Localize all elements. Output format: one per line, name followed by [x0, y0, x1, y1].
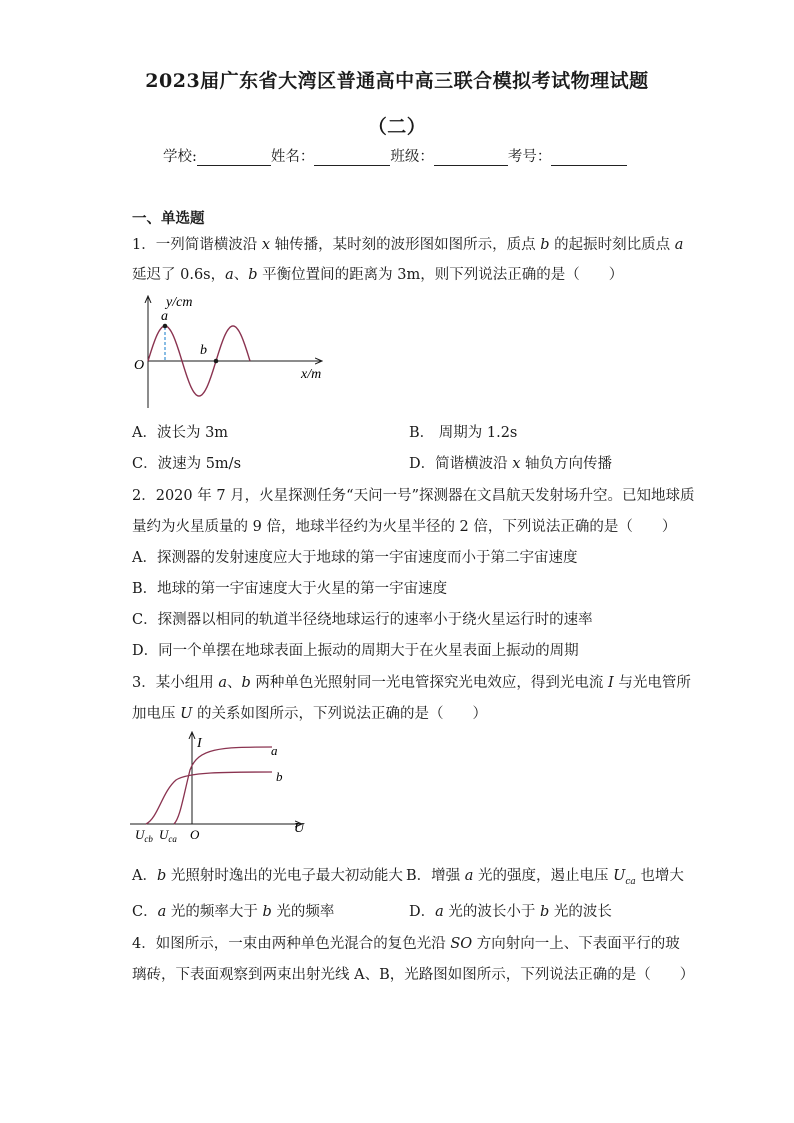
q2-option-a[interactable]: A．探测器的发射速度应大于地球的第一宇宙速度而小于第二宇宙速度 [132, 550, 578, 566]
origin-label: O [134, 358, 145, 373]
label-a: a [161, 309, 168, 324]
point-a [163, 324, 168, 329]
u-label: U [294, 821, 305, 836]
student-info-row [163, 145, 627, 166]
page-subtitle: （二） [367, 116, 427, 138]
ucb-label: $U_{cb}$ [135, 827, 153, 844]
q3-option-c[interactable]: C．a 光的频率大于 b 光的频率 [132, 904, 335, 920]
q3-option-d[interactable]: D．a 光的波长小于 b 光的波长 [409, 904, 612, 920]
q4-line1: 4．如图所示，一束由两种单色光混合的复色光沿 SO 方向射向一上、下表面平行的玻 [132, 936, 680, 952]
class-label: 班级： [390, 149, 434, 165]
curve-a [174, 747, 272, 824]
ylabel: y/cm [166, 295, 193, 310]
school-label: 学校: [163, 149, 197, 165]
q3-option-a[interactable]: A．b 光照射时逸出的光电子最大初动能大 [132, 868, 403, 884]
q2-line2: 量约为火星质量的 9 倍，地球半径约为火星半径的 2 倍，下列说法正确的是（ ） [132, 519, 677, 535]
q1-line2: 延迟了 0.6s，a、b 平衡位置间的距离为 3m，则下列说法正确的是（ ） [132, 267, 624, 283]
q3-line2: 加电压 U 的关系如图所示，下列说法正确的是（ ） [132, 706, 487, 722]
i-label: I [197, 736, 202, 751]
class-field[interactable] [434, 151, 508, 166]
curve-a-label: a [271, 743, 278, 758]
curve-b-label: b [276, 769, 283, 784]
q2-option-d[interactable]: D．同一个单摆在地球表面上振动的周期大于在火星表面上振动的周期 [132, 643, 579, 659]
q1-option-b[interactable]: B． 周期为 1.2s [409, 425, 518, 441]
label-b: b [200, 343, 207, 358]
curve-b [146, 772, 272, 824]
point-b [214, 359, 219, 364]
q3-option-b[interactable]: B．增强 a 光的强度，遏止电压 $U_{ca}$ 也增大 [406, 868, 684, 887]
q2-option-c[interactable]: C．探测器以相同的轨道半径绕地球运行的速率小于绕火星运行时的速率 [132, 612, 593, 628]
uca-label: $U_{ca}$ [159, 827, 177, 844]
origin-label: O [190, 827, 200, 842]
name-field[interactable] [314, 151, 390, 166]
name-label: 姓名： [270, 149, 315, 165]
page-title: 2023届广东省大湾区普通高中高三联合模拟考试物理试题 [145, 70, 649, 92]
section-heading: 一、单选题 [132, 210, 205, 227]
q1-option-d[interactable]: D．简谐横波沿 x 轴负方向传播 [409, 456, 613, 472]
q1-option-a[interactable]: A．波长为 3m [132, 425, 229, 441]
xlabel: x/m [301, 367, 322, 382]
q3-iu-figure [130, 728, 315, 846]
q4-line2: 璃砖，下表面观察到两束出射光线 A、B，光路图如图所示，下列说法正确的是（ ） [132, 967, 695, 983]
q1-line1: 1．一列简谐横波沿 x 轴传播，某时刻的波形图如图所示，质点 b 的起振时刻比质点 a [132, 237, 684, 253]
number-label: 考号： [507, 149, 552, 165]
q1-option-c[interactable]: C．波速为 5m/s [132, 456, 242, 472]
school-field[interactable] [197, 151, 271, 166]
q1-wave-figure [130, 290, 340, 415]
q3-line1: 3．某小组用 a、b 两种单色光照射同一光电管探究光电效应，得到光电流 I 与光电管所 [132, 675, 691, 691]
number-field[interactable] [551, 151, 627, 166]
q2-option-b[interactable]: B．地球的第一宇宙速度大于火星的第一宇宙速度 [132, 581, 448, 597]
q2-line1: 2．2020 年 7 月，火星探测任务“天问一号”探测器在文昌航天发射场升空。已知地球质 [132, 488, 695, 504]
